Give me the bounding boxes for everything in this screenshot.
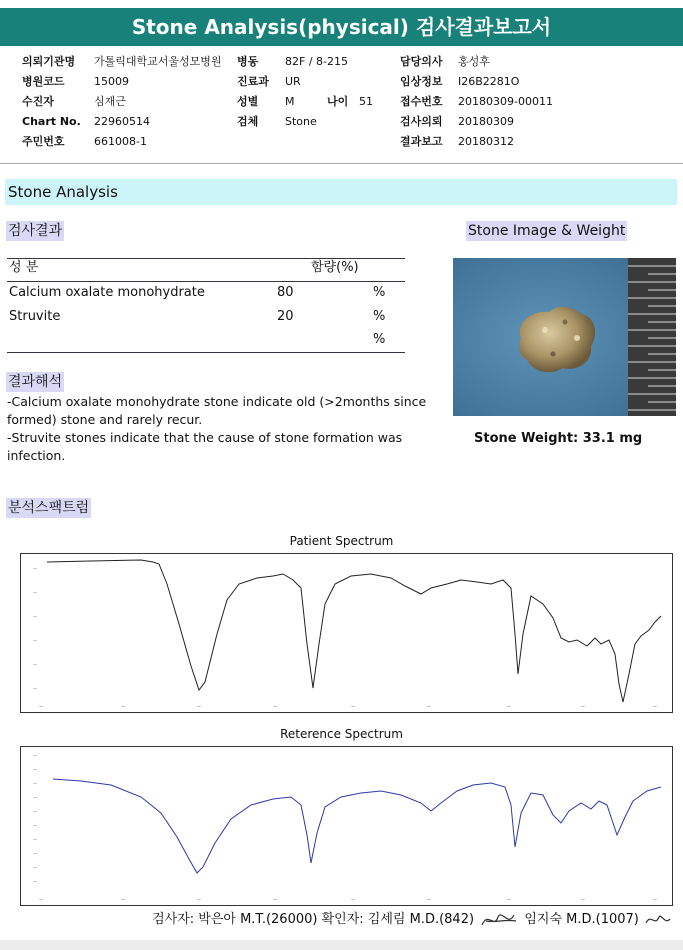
svg-text:—: — [33, 614, 37, 619]
image-tag: Stone Image & Weight [468, 223, 626, 239]
col-component: 성 분 [9, 260, 39, 275]
component-value: 20 [277, 309, 294, 324]
svg-text:—: — [33, 686, 37, 691]
svg-text:—: — [33, 566, 37, 571]
info-label: 주민번호 [22, 135, 65, 148]
table-rule-bottom [7, 352, 405, 353]
reference-spectrum-plot [21, 747, 672, 905]
age-value: 51 [359, 95, 373, 108]
report-title: Stone Analysis(physical) 검사결과보고서 [0, 8, 683, 46]
info-value: 20180309 [458, 115, 514, 128]
component-value: 80 [277, 285, 294, 300]
info-value: I26B2281O [458, 75, 520, 88]
spectrum-tag: 분석스팩트럼 [8, 500, 90, 516]
svg-text:—: — [39, 704, 43, 709]
svg-text:—: — [507, 897, 511, 902]
interpretation-tag: 결과해석 [8, 374, 63, 390]
info-value: 661008-1 [94, 135, 147, 148]
table-rule-header [7, 281, 405, 282]
svg-text:—: — [273, 897, 277, 902]
patient-spectrum-plot [21, 554, 672, 712]
info-col-3 [400, 55, 553, 155]
divider [0, 163, 683, 164]
reference-spectrum [20, 746, 673, 906]
component-name: Calcium oxalate monohydrate [9, 285, 205, 300]
svg-text:—: — [653, 704, 657, 709]
svg-text:—: — [273, 704, 277, 709]
svg-text:—: — [33, 865, 37, 870]
svg-text:—: — [197, 704, 201, 709]
info-value: 20180309-00011 [458, 95, 553, 108]
signature-text: 검사자: 박은아 M.T.(26000) 확인자: 김세림 M.D.(842) [152, 912, 475, 927]
svg-text:—: — [33, 795, 37, 800]
svg-text:—: — [121, 897, 125, 902]
svg-text:—: — [653, 897, 657, 902]
component-unit: % [373, 332, 386, 347]
svg-text:—: — [33, 767, 37, 772]
footer-bar [0, 940, 683, 950]
svg-text:—: — [121, 704, 125, 709]
interpretation-line: -Struvite stones indicate that the cause of stone formation was infection. [7, 430, 403, 463]
signature-mark-icon [643, 909, 673, 931]
age-label: 나이 [327, 95, 349, 108]
info-value: M [285, 95, 295, 108]
signature-text-2: 임지숙 M.D.(1007) [524, 912, 639, 927]
info-label: 검체 [237, 115, 259, 128]
component-unit: % [373, 309, 386, 324]
info-col-1 [22, 55, 222, 155]
results-tag: 검사결과 [8, 223, 63, 239]
info-label: 진료과 [237, 75, 269, 88]
svg-text:—: — [33, 753, 37, 758]
info-value: Stone [285, 115, 317, 128]
component-name: Struvite [9, 309, 61, 324]
svg-text:—: — [427, 704, 431, 709]
info-value: 20180312 [458, 135, 514, 148]
stone-weight: Stone Weight: 33.1 mg [474, 431, 643, 446]
info-label: 검사의뢰 [400, 115, 443, 128]
svg-text:—: — [33, 662, 37, 667]
interpretation-line: -Calcium oxalate monohydrate stone indicate old (>2months since formed) stone and rarely recur. [7, 394, 427, 427]
info-value: 심재근 [94, 95, 126, 108]
info-value: 22960514 [94, 115, 150, 128]
info-label: 임상정보 [400, 75, 443, 88]
svg-text:—: — [33, 879, 37, 884]
svg-text:—: — [581, 704, 585, 709]
info-label: 의뢰기관명 [22, 55, 76, 68]
interpretation-text [7, 393, 437, 465]
info-value: UR [285, 75, 301, 88]
ruler-ticks [628, 258, 676, 416]
info-label: 성별 [237, 95, 259, 108]
col-content: 함량(%) [311, 260, 359, 275]
info-label: 결과보고 [400, 135, 443, 148]
svg-text:—: — [33, 638, 37, 643]
stone-photo [453, 258, 676, 416]
svg-text:—: — [507, 704, 511, 709]
patient-spectrum [20, 553, 673, 713]
svg-text:—: — [33, 590, 37, 595]
svg-text:—: — [33, 823, 37, 828]
signature-mark-icon [478, 909, 520, 931]
info-label: 수진자 [22, 95, 54, 108]
info-label: Chart No. [22, 115, 81, 128]
reference-spectrum-title: Reterence Spectrum [280, 727, 403, 741]
info-value: 홍성후 [458, 55, 490, 68]
info-label: 접수번호 [400, 95, 443, 108]
section-band: Stone Analysis [5, 179, 677, 205]
svg-text:—: — [39, 897, 43, 902]
info-value: 82F / 8-215 [285, 55, 348, 68]
svg-text:—: — [33, 809, 37, 814]
patient-spectrum-title: Patient Spectrum [289, 534, 394, 548]
svg-text:—: — [33, 781, 37, 786]
svg-text:—: — [33, 851, 37, 856]
info-label: 병원코드 [22, 75, 65, 88]
svg-text:—: — [351, 704, 355, 709]
info-col-2 [237, 55, 373, 135]
info-value: 가톨릭대학교서울성모병원 [94, 55, 222, 68]
svg-text:—: — [351, 897, 355, 902]
svg-text:—: — [33, 837, 37, 842]
signature-line [152, 908, 673, 931]
svg-text:—: — [581, 897, 585, 902]
svg-text:—: — [197, 897, 201, 902]
component-unit: % [373, 285, 386, 300]
ruler [628, 258, 676, 416]
svg-text:—: — [427, 897, 431, 902]
info-value: 15009 [94, 75, 129, 88]
info-label: 담당의사 [400, 55, 443, 68]
info-label: 병동 [237, 55, 259, 68]
